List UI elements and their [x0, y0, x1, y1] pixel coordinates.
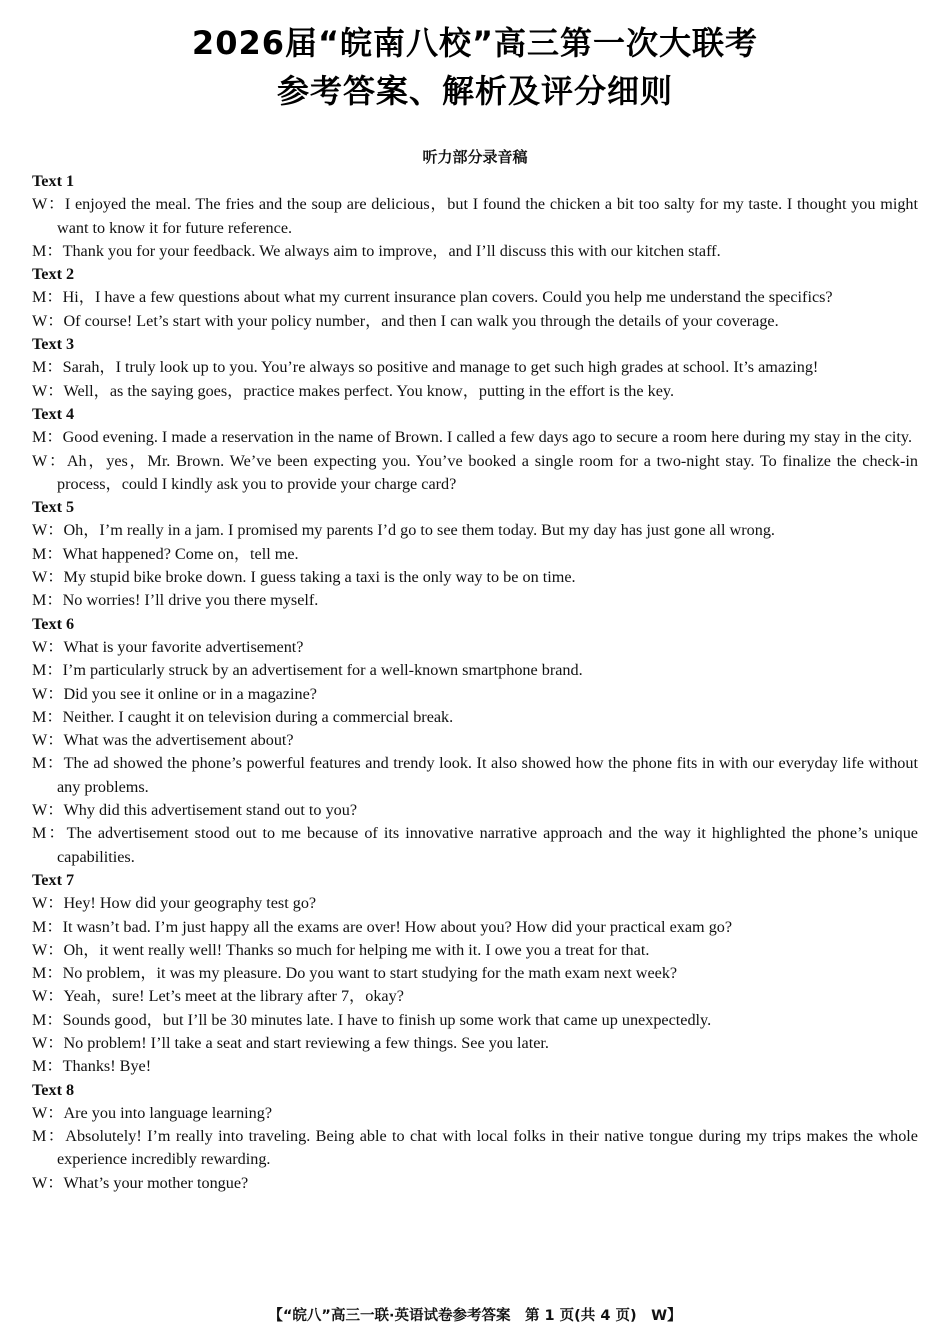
- dialogue-line: W：Hey! How did your geography test go?: [32, 894, 317, 913]
- text-heading: Text 3: [32, 335, 75, 354]
- dialogue-line: M：Thanks! Bye!: [32, 1057, 152, 1076]
- dialogue-line: M：No problem，it was my pleasure. Do you want to start studying for the math exam next week?: [32, 964, 678, 983]
- dialogue-line: W：Oh，I’m really in a jam. I promised my parents I’d go to see them today. But my day has just gone all wrong.: [32, 521, 775, 540]
- dialogue-line: W：What was the advertisement about?: [32, 731, 294, 750]
- page-footer: 【“皖八”高三一联·英语试卷参考答案 第 1 页(共 4 页) W】: [268, 1308, 682, 1324]
- dialogue-line: M：Thank you for your feedback. We always aim to improve，and I’ll discuss this with our kitchen staff.: [32, 241, 721, 260]
- dialogue-line: M：No worries! I’ll drive you there myself.: [32, 591, 319, 610]
- dialogue-line: M：Neither. I caught it on television during a commercial break.: [32, 707, 454, 726]
- exam-title: 2026届“皖南八校”高三第一次大联考: [191, 24, 759, 62]
- dialogue-line: W：Why did this advertisement stand out to you?: [32, 801, 358, 820]
- dialogue-line: W：No problem! I’ll take a seat and start reviewing a few things. See you later.: [32, 1033, 549, 1052]
- dialogue-line: M：What happened? Come on，tell me.: [32, 544, 299, 563]
- dialogue-line: M：The ad showed the phone’s powerful features and trendy look. It also showed how the phone fits in with our everyday life without any problems.: [32, 754, 918, 796]
- text-heading: Text 6: [32, 614, 75, 633]
- dialogue-line: M：Absolutely! I’m really into traveling. Being able to chat with local folks in their native tongue during my trips makes the whole experience incredibly rewarding.: [32, 1127, 918, 1169]
- text-heading: Text 5: [32, 498, 75, 517]
- dialogue-line: W：Of course! Let’s start with your policy number，and then I can walk you through the details of your coverage.: [32, 311, 779, 330]
- transcript-section: [32, 869, 918, 1079]
- transcript-section: [32, 403, 918, 496]
- dialogue-line: W：Yeah，sure! Let’s meet at the library after 7，okay?: [32, 987, 404, 1006]
- dialogue-line: M：Sarah，I truly look up to you. You’re always so positive and manage to get such high grades at school. It’s amazing!: [32, 358, 819, 377]
- text-heading: Text 7: [32, 870, 75, 889]
- dialogue-line: W：Oh，it went really well! Thanks so much for helping me with it. I owe you a treat for that.: [32, 940, 650, 959]
- transcript-section: [32, 1079, 918, 1195]
- section-title: 听力部分录音稿: [422, 148, 528, 166]
- dialogue-line: M：Hi，I have a few questions about what my current insurance plan covers. Could you help me understand the specifics?: [32, 288, 833, 307]
- transcript-body: [32, 170, 918, 1195]
- transcript-section: [32, 263, 918, 333]
- dialogue-line: M：It wasn’t bad. I’m just happy all the exams are over! How about you? How did your practical exam go?: [32, 917, 733, 936]
- transcript-section: [32, 613, 918, 869]
- text-heading: Text 1: [32, 172, 75, 190]
- text-heading: Text 2: [32, 265, 75, 284]
- dialogue-line: W：Ah，yes，Mr. Brown. We’ve been expecting you. You’ve booked a single room for a two-night stay. To finalize the check-in process，could I kindly ask you to provide your charge card?: [32, 451, 918, 493]
- dialogue-line: M：Sounds good，but I’ll be 30 minutes late. I have to finish up some work that came up unexpectedly.: [32, 1010, 712, 1029]
- transcript-section: [32, 496, 918, 612]
- answer-key-title: 参考答案、解析及评分细则: [276, 72, 673, 110]
- dialogue-line: W：Did you see it online or in a magazine?: [32, 684, 317, 703]
- text-heading: Text 8: [32, 1080, 75, 1099]
- transcript-section: [32, 170, 918, 263]
- dialogue-line: W：What’s your mother tongue?: [32, 1173, 249, 1192]
- text-heading: Text 4: [32, 404, 75, 423]
- dialogue-line: W：Well，as the saying goes，practice makes perfect. You know，putting in the effort is the key.: [32, 381, 674, 400]
- dialogue-line: W：Are you into language learning?: [32, 1103, 273, 1122]
- dialogue-line: M：Good evening. I made a reservation in the name of Brown. I called a few days ago to secure a room here during my stay in the city.: [32, 428, 912, 447]
- dialogue-line: W：What is your favorite advertisement?: [32, 637, 304, 656]
- dialogue-line: M：The advertisement stood out to me because of its innovative narrative approach and the way it highlighted the phone’s unique capabilities.: [32, 824, 918, 866]
- dialogue-line: W：I enjoyed the meal. The fries and the soup are delicious，but I found the chicken a bit too salty for my taste. I thought you might want to know it for future reference.: [32, 195, 918, 237]
- dialogue-line: M：I’m particularly struck by an advertisement for a well-known smartphone brand.: [32, 661, 583, 680]
- transcript-section: [32, 333, 918, 403]
- dialogue-line: W：My stupid bike broke down. I guess taking a taxi is the only way to be on time.: [32, 568, 576, 587]
